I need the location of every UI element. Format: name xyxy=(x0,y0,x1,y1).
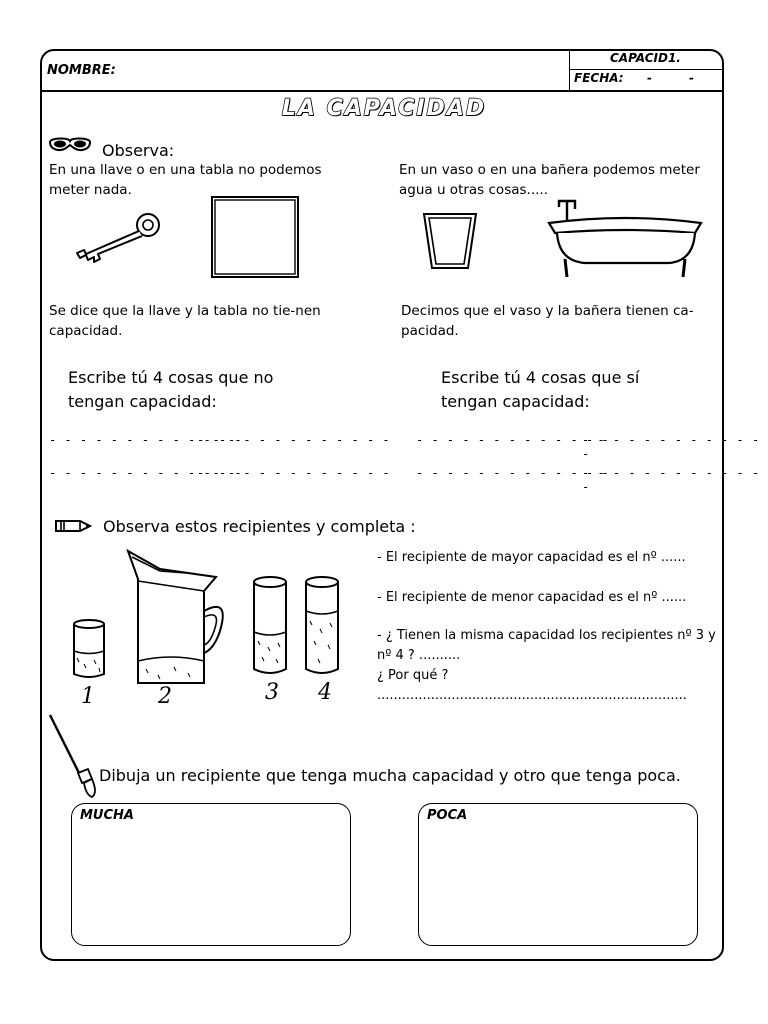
bathtub-icon xyxy=(545,199,705,281)
container-label: 2 xyxy=(158,684,172,709)
draw-box-little-label: POCA xyxy=(427,808,468,823)
test-tube-icon xyxy=(70,618,110,682)
answer-line[interactable]: - - - - - - - - - - - - - xyxy=(197,433,391,447)
header-divider xyxy=(40,90,724,92)
date-separator: - xyxy=(689,71,694,85)
answer-line[interactable]: - - - - - - - - - - - - - xyxy=(49,466,243,480)
answer-line[interactable]: - - - - - - - - - - - - - xyxy=(582,466,760,494)
board-icon xyxy=(210,195,302,279)
question-largest: - El recipiente de mayor capacidad es el nº ...... xyxy=(377,550,686,565)
draw-box-little[interactable] xyxy=(418,803,698,946)
answer-line[interactable]: - - - - - - - - - - - - - xyxy=(416,466,610,480)
date-label: FECHA: xyxy=(574,71,624,85)
glass-icon xyxy=(420,210,480,272)
observe-left-conclusion: Se dice que la llave y la tabla no tie-nen capacidad. xyxy=(49,303,321,339)
question-same-capacity: - ¿ Tienen la misma capacidad los recipientes nº 3 y nº 4 ? .......... xyxy=(377,628,716,663)
answer-line[interactable]: - - - - - - - - - - - - - xyxy=(197,466,391,480)
container-label: 3 xyxy=(265,680,279,705)
name-label: NOMBRE: xyxy=(47,63,116,78)
observe-left-text: En una llave o en una tabla no podemos meter nada. xyxy=(49,162,322,198)
write-left-prompt: Escribe tú 4 cosas que no tengan capacidad: xyxy=(68,368,274,411)
observe-right-conclusion: Decimos que el vaso y la bañera tienen ca-pacidad. xyxy=(401,303,694,339)
container-label: 1 xyxy=(81,684,95,709)
test-tube-icon xyxy=(302,575,344,679)
answer-line[interactable]: - - - - - - - - - - - - - xyxy=(416,433,610,447)
test-tube-icon xyxy=(250,575,292,679)
question-why: ¿ Por qué ? ........................................................................... xyxy=(377,668,687,703)
write-right-prompt: Escribe tú 4 cosas que sí tengan capacidad: xyxy=(441,368,640,411)
jug-icon xyxy=(124,547,224,687)
date-separator: - xyxy=(647,71,652,85)
worksheet-code: CAPACID1. xyxy=(610,51,681,65)
header-code-divider xyxy=(569,69,724,70)
recipients-heading: Observa estos recipientes y completa : xyxy=(103,517,416,536)
draw-prompt: Dibuja un recipiente que tenga mucha capacidad y otro que tenga poca. xyxy=(99,766,681,785)
observe-right-text: En un vaso o en una bañera podemos meter agua u otras cosas..... xyxy=(399,162,700,198)
pencil-icon xyxy=(54,518,92,534)
observe-label: Observa: xyxy=(102,141,175,160)
question-smallest: - El recipiente de menor capacidad es el nº ...... xyxy=(377,590,687,605)
page-title: LA CAPACIDAD xyxy=(281,96,487,121)
glasses-icon xyxy=(48,136,94,156)
answer-line[interactable]: - - - - - - - - - - - - - xyxy=(582,433,760,461)
brush-icon xyxy=(48,713,98,799)
draw-box-much[interactable] xyxy=(71,803,351,946)
draw-box-much-label: MUCHA xyxy=(80,808,134,823)
container-label: 4 xyxy=(318,680,332,705)
answer-line[interactable]: - - - - - - - - - - - - - xyxy=(49,433,243,447)
key-icon xyxy=(72,206,164,268)
